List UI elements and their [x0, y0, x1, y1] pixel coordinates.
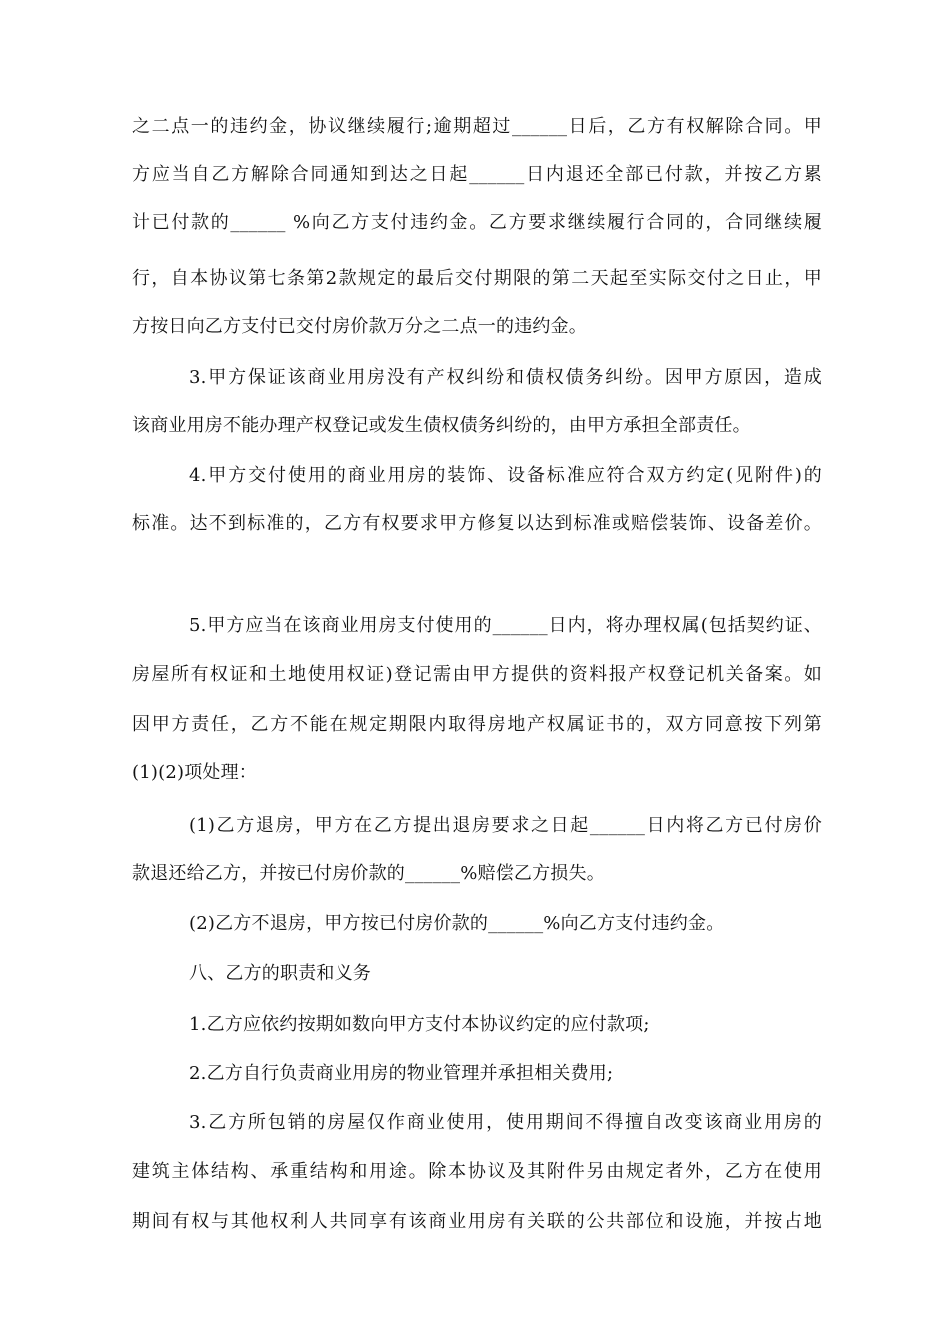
- text-line: 之二点一的违约金，协议继续履行;逾期超过______日后，乙方有权解除合同。甲: [132, 116, 822, 137]
- text-line: 款退还给乙方，并按已付房价款的______%赔偿乙方损失。: [132, 863, 605, 884]
- text-line: 计已付款的______ %向乙方支付违约金。乙方要求继续履行合同的，合同继续履: [132, 212, 822, 233]
- text-line: 2.乙方自行负责商业用房的物业管理并承担相关费用;: [189, 1063, 614, 1084]
- text-line: 标准。达不到标准的，乙方有权要求甲方修复以达到标准或赔偿装饰、设备差价。: [132, 513, 822, 534]
- text-line: 方应当自乙方解除合同通知到达之日起______日内退还全部已付款，并按乙方累: [132, 164, 822, 185]
- text-line: 3.乙方所包销的房屋仅作商业使用，使用期间不得擅自改变该商业用房的: [189, 1112, 822, 1133]
- text-line: (1)(2)项处理：: [132, 762, 257, 783]
- text-line: 期间有权与其他权利人共同享有该商业用房有关联的公共部位和设施，并按占地: [132, 1211, 822, 1232]
- section-heading: 八、乙方的职责和义务: [189, 963, 371, 984]
- text-line: 建筑主体结构、承重结构和用途。除本协议及其附件另由规定者外，乙方在使用: [132, 1161, 822, 1182]
- text-line: 方按日向乙方支付已交付房价款万分之二点一的违约金。: [132, 316, 587, 337]
- text-line: 4.甲方交付使用的商业用房的装饰、设备标准应符合双方约定(见附件)的: [189, 465, 822, 486]
- text-line: 因甲方责任，乙方不能在规定期限内取得房地产权属证书的，双方同意按下列第: [132, 714, 822, 735]
- text-line: 房屋所有权证和土地使用权证)登记需由甲方提供的资料报产权登记机关备案。如: [132, 664, 822, 685]
- text-line: 行，自本协议第七条第2款规定的最后交付期限的第二天起至实际交付之日止，甲: [132, 268, 822, 289]
- text-line: 5.甲方应当在该商业用房支付使用的______日内，将办理权属(包括契约证、: [189, 615, 822, 636]
- text-line: (2)乙方不退房，甲方按已付房价款的______%向乙方支付违约金。: [189, 913, 725, 934]
- text-line: 该商业用房不能办理产权登记或发生债权债务纠纷的，由甲方承担全部责任。: [132, 415, 751, 436]
- text-line: 1.乙方应依约按期如数向甲方支付本协议约定的应付款项;: [189, 1014, 650, 1035]
- text-line: (1)乙方退房，甲方在乙方提出退房要求之日起______日内将乙方已付房价: [189, 815, 822, 836]
- text-line: 3.甲方保证该商业用房没有产权纠纷和债权债务纠纷。因甲方原因，造成: [189, 367, 822, 388]
